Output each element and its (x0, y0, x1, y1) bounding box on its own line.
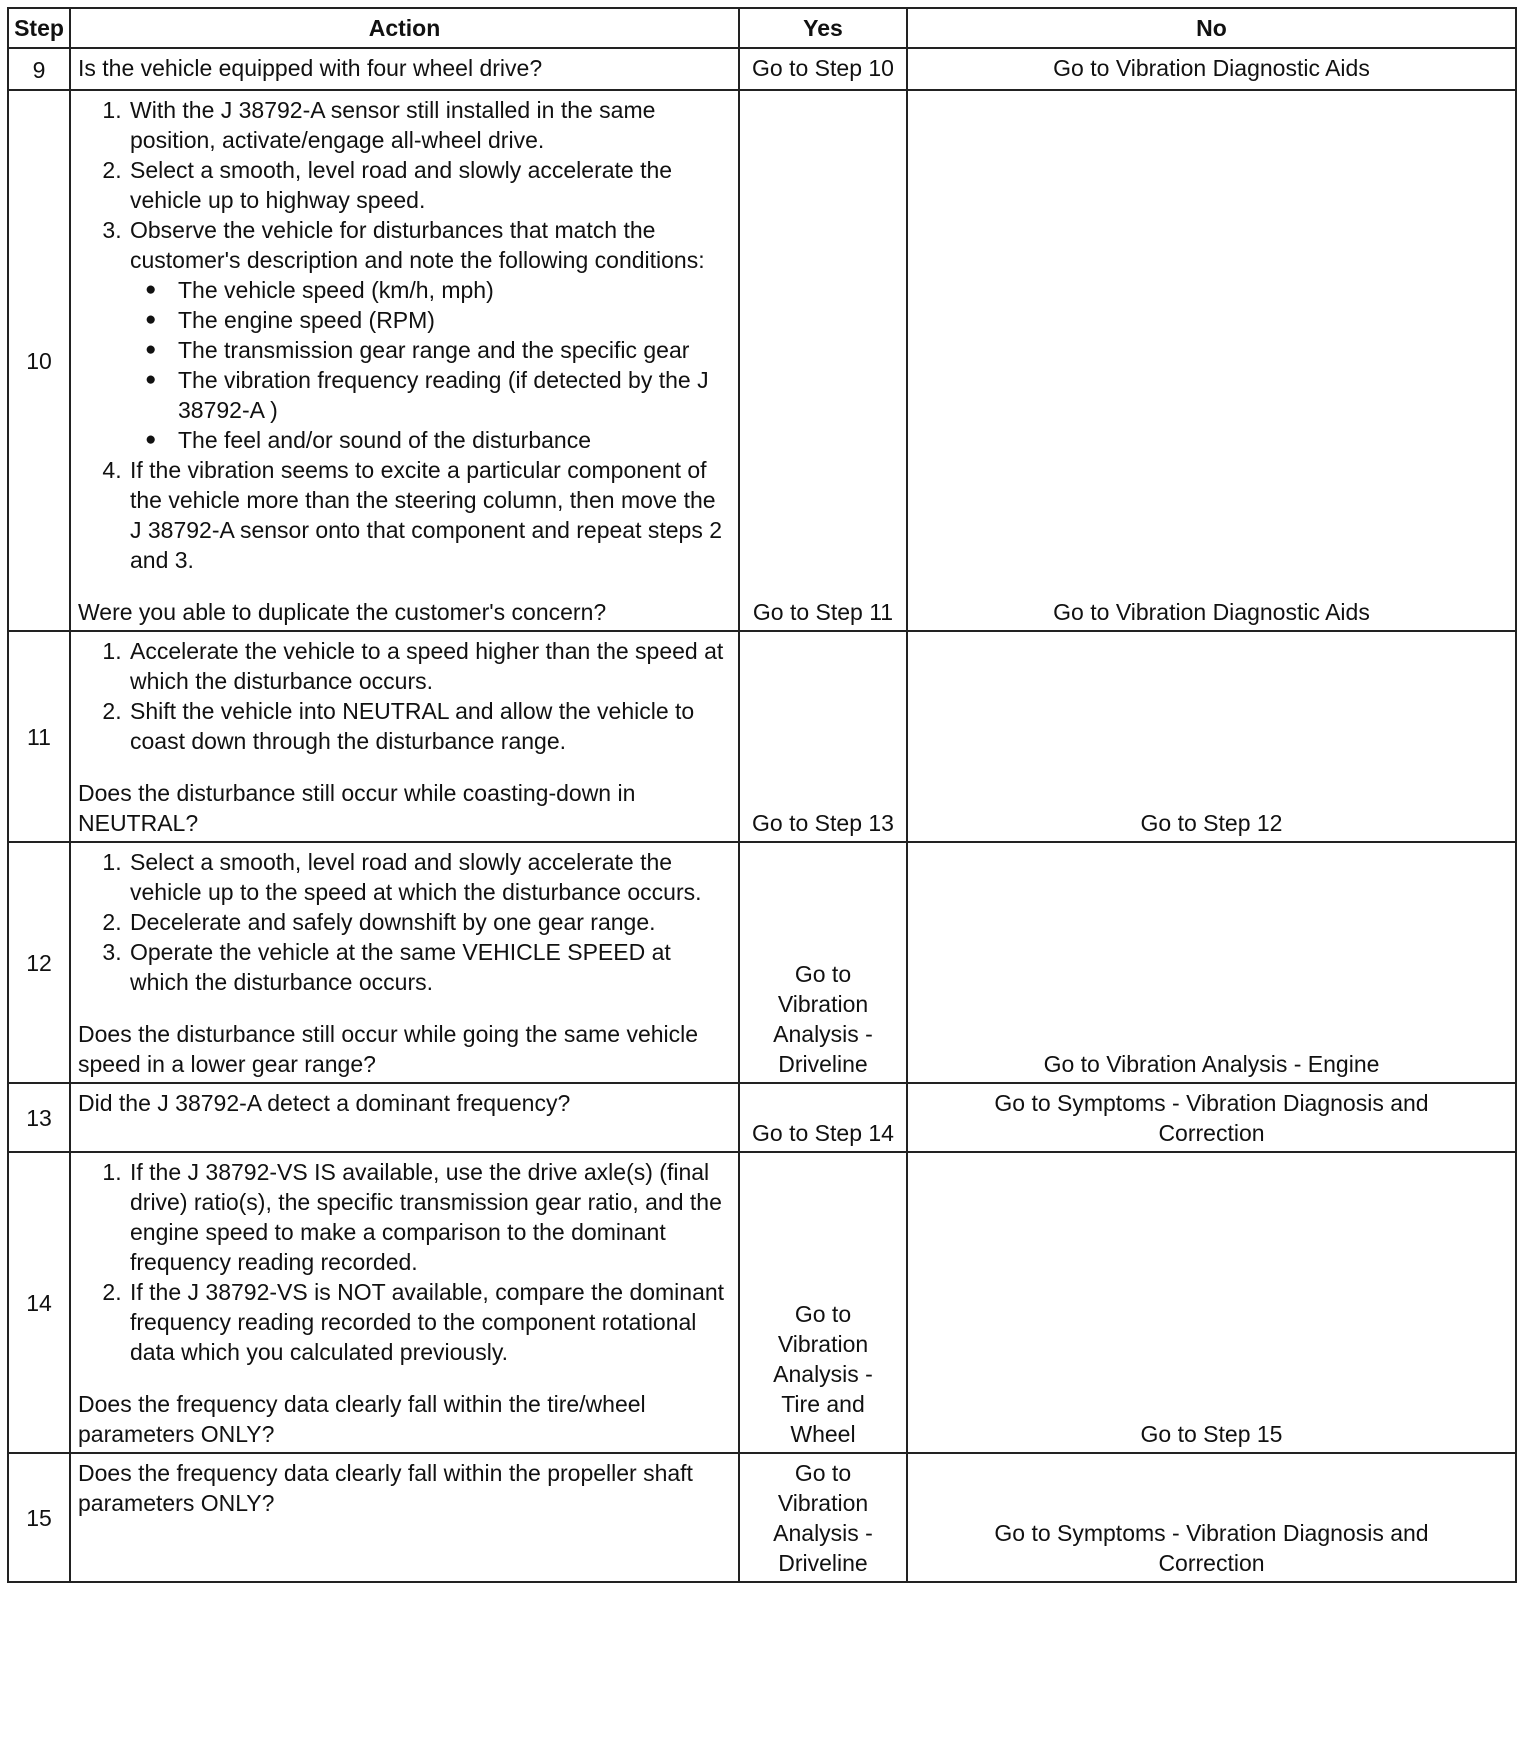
table-row (8, 90, 1516, 631)
diagnostic-steps-table (7, 7, 1517, 1583)
substep-item: 1. With the J 38792-A sensor still installed in the same position, activate/engage all-wheel drive. (128, 95, 731, 155)
table-row (8, 48, 1516, 90)
yes-cell (739, 842, 907, 1083)
step-number: 15 (8, 1453, 70, 1582)
substep-text: Observe the vehicle for disturbances that match the customer's description and note the following conditions: (130, 217, 705, 273)
substep-list (78, 636, 731, 756)
yes-line: Analysis - (773, 1361, 873, 1387)
no-cell: Go to Symptoms - Vibration Diagnosis and Correction (907, 1453, 1516, 1582)
action-cell (70, 631, 739, 842)
yes-line: Go to (794, 1460, 852, 1486)
step-number: 9 (8, 48, 70, 90)
no-cell: Go to Vibration Analysis - Engine (907, 842, 1516, 1083)
condition-bullet: ● The transmission gear range and the specific gear (178, 335, 731, 365)
yes-line: Driveline (778, 1051, 868, 1077)
action-question: Is the vehicle equipped with four wheel drive? (78, 55, 543, 81)
header-yes: Yes (739, 8, 907, 48)
step-number: 14 (8, 1152, 70, 1453)
step-number: 13 (8, 1083, 70, 1152)
action-cell (70, 90, 739, 631)
no-cell: Go to Step 15 (907, 1152, 1516, 1453)
substep-list (78, 95, 731, 575)
substep-item: 1. Select a smooth, level road and slowly accelerate the vehicle up to the speed at which the disturbance occurs. (128, 847, 731, 907)
yes-line: Driveline (778, 1550, 868, 1576)
action-cell (70, 1152, 739, 1453)
table-row (8, 631, 1516, 842)
yes-line: Analysis - (773, 1520, 873, 1546)
yes-cell (739, 1453, 907, 1582)
step-number: 10 (8, 90, 70, 631)
yes-cell: Go to Step 11 (739, 90, 907, 631)
action-cell (70, 48, 739, 90)
table-header-row (8, 8, 1516, 48)
action-cell (70, 1083, 739, 1152)
action-question: Does the frequency data clearly fall within the tire/wheel parameters ONLY? (78, 1391, 646, 1447)
yes-line: Wheel (790, 1421, 856, 1447)
yes-cell: Go to Step 14 (739, 1083, 907, 1152)
header-step: Step (8, 8, 70, 48)
yes-line: Tire and (781, 1391, 865, 1417)
step-number: 12 (8, 842, 70, 1083)
substep-item (128, 215, 731, 455)
no-cell: Go to Step 12 (907, 631, 1516, 842)
diagnostic-table-container (7, 7, 1515, 1583)
action-cell (70, 842, 739, 1083)
substep-list (78, 847, 731, 997)
table-row (8, 1083, 1516, 1152)
header-no: No (907, 8, 1516, 48)
action-question: Did the J 38792-A detect a dominant frequency? (78, 1090, 571, 1116)
table-row (8, 842, 1516, 1083)
yes-line: Go to (794, 961, 852, 987)
condition-bullet: ● The vibration frequency reading (if detected by the J 38792-A ) (178, 365, 731, 425)
substep-item: 1. Accelerate the vehicle to a speed higher than the speed at which the disturbance occurs. (128, 636, 731, 696)
no-cell: Go to Symptoms - Vibration Diagnosis and Correction (907, 1083, 1516, 1152)
yes-line: Go to (794, 1301, 852, 1327)
substep-item: 2. Decelerate and safely downshift by one gear range. (128, 907, 731, 937)
condition-bullet: ● The engine speed (RPM) (178, 305, 731, 335)
substep-item: 1. If the J 38792-VS IS available, use the drive axle(s) (final drive) ratio(s), the specific transmission gear ratio, and the engine speed to make a comparison to the dominant frequency reading recorded. (128, 1157, 731, 1277)
substep-item: 2. Select a smooth, level road and slowly accelerate the vehicle up to highway speed. (128, 155, 731, 215)
condition-bullet-list (130, 275, 731, 455)
substep-item: 2. If the J 38792-VS is NOT available, compare the dominant frequency reading recorded to the component rotational data which you calculated previously. (128, 1277, 731, 1367)
no-cell: Go to Vibration Diagnostic Aids (907, 90, 1516, 631)
action-question: Does the disturbance still occur while coasting-down in NEUTRAL? (78, 780, 636, 836)
action-cell (70, 1453, 739, 1582)
substep-item: 2. Shift the vehicle into NEUTRAL and allow the vehicle to coast down through the disturbance range. (128, 696, 731, 756)
yes-line: Vibration (777, 1331, 869, 1357)
action-question: Does the frequency data clearly fall within the propeller shaft parameters ONLY? (78, 1460, 693, 1516)
header-action: Action (70, 8, 739, 48)
substep-item: 3. Operate the vehicle at the same VEHICLE SPEED at which the disturbance occurs. (128, 937, 731, 997)
yes-cell: Go to Step 13 (739, 631, 907, 842)
condition-bullet: ● The vehicle speed (km/h, mph) (178, 275, 731, 305)
yes-line: Analysis - (773, 1021, 873, 1047)
yes-cell (739, 1152, 907, 1453)
substep-item: 4. If the vibration seems to excite a particular component of the vehicle more than the steering column, then move the J 38792-A sensor onto that component and repeat steps 2 and 3. (128, 455, 731, 575)
yes-line: Vibration (777, 991, 869, 1017)
action-question: Were you able to duplicate the customer's concern? (78, 599, 607, 625)
condition-bullet: ● The feel and/or sound of the disturbance (178, 425, 731, 455)
action-question: Does the disturbance still occur while going the same vehicle speed in a lower gear range? (78, 1021, 699, 1077)
step-number: 11 (8, 631, 70, 842)
no-cell: Go to Vibration Diagnostic Aids (907, 48, 1516, 90)
substep-list (78, 1157, 731, 1367)
yes-line: Vibration (777, 1490, 869, 1516)
table-row (8, 1152, 1516, 1453)
yes-cell: Go to Step 10 (739, 48, 907, 90)
table-row (8, 1453, 1516, 1582)
